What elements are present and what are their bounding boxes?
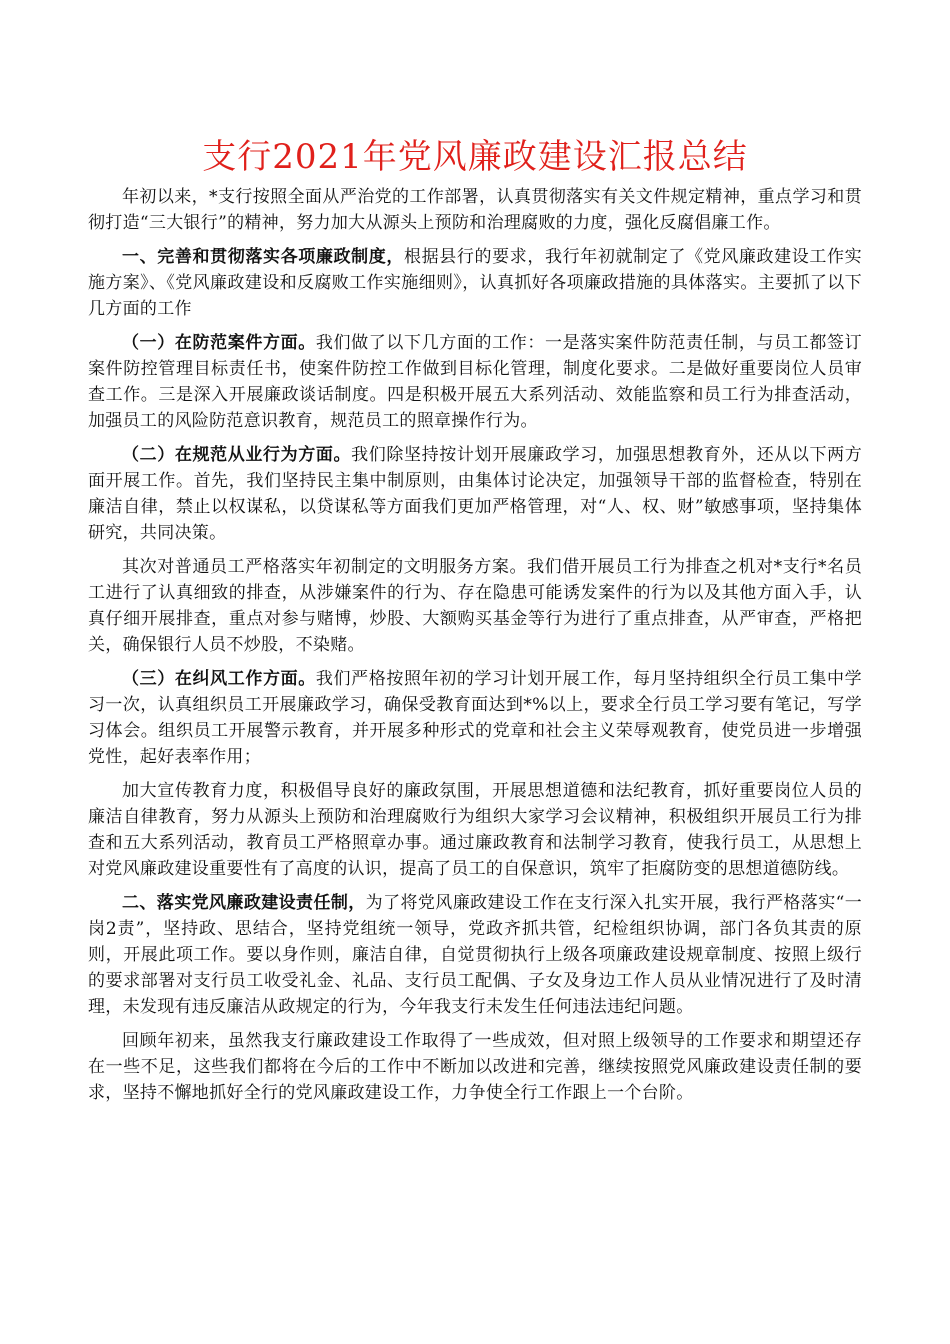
paragraph-text: 我们除坚持按计划开展廉政学习，加强思想教育外，还从以下两方面开展工作。首先，我们坚持民主集中制原则，由集体讨论决定，加强领导干部的监督检查，特别在廉洁自律，禁止以权谋私，以贷谋私等方面我们更加严格管理，对“人、权、财”敏感事项，坚持集体研究，共同决策。 — [88, 445, 862, 543]
paragraph-text: 其次对普通员工严格落实年初制定的文明服务方案。我们借开展员工行为排查之机对*支行*名员工进行了认真细致的排查，从涉嫌案件的行为、存在隐患可能诱发案件的行为以及其他方面入手，认真仔细开展排查，重点对参与赌博，炒股、大额购买基金等行为进行了重点排查，从严审查，严格把关，确保银行人员不炒股，不染赌。 — [88, 557, 862, 655]
paragraph-text: 回顾年初来，虽然我支行廉政建设工作取得了一些成效，但对照上级领导的工作要求和期望还存在一些不足，这些我们都将在今后的工作中不断加以改进和完善，继续按照党风廉政建设责任制的要求，坚持不懈地抓好全行的党风廉政建设工作，力争使全行工作跟上一个台阶。 — [88, 1031, 862, 1103]
paragraph-heading: （一）在防范案件方面。 — [122, 333, 316, 353]
paragraph-text: 我们做了以下几方面的工作：一是落实案件防范责任制，与员工都签订案件防控管理目标责任书，使案件防控工作做到目标化管理，制度化要求。二是做好重要岗位人员审查工作。三是深入开展廉政谈话制度。四是积极开展五大系列活动、效能监察和员工行为排查活动，加强员工的风险防范意识教育，规范员工的照章操作行为。 — [88, 333, 862, 431]
paragraph — [88, 666, 862, 770]
paragraph — [88, 184, 862, 236]
paragraph — [88, 330, 862, 434]
paragraph-text: 我们严格按照年初的学习计划开展工作，每月坚持组织全行员工集中学习一次，认真组织员工开展廉政学习，确保受教育面达到*%以上，要求全行员工学习要有笔记，写学习体会。组织员工开展警示教育，并开展多种形式的党章和社会主义荣辱观教育，使党员进一步增强党性，起好表率作用； — [88, 669, 862, 767]
document-body — [88, 184, 862, 1114]
paragraph-heading: 一、完善和贯彻落实各项廉政制度， — [122, 247, 405, 267]
paragraph — [88, 890, 862, 1020]
paragraph — [88, 442, 862, 546]
paragraph-text: 加大宣传教育力度，积极倡导良好的廉政氛围，开展思想道德和法纪教育，抓好重要岗位人员的廉洁自律教育，努力从源头上预防和治理腐败行为组织大家学习会议精神，积极组织开展员工行为排查和五大系列活动，教育员工严格照章办事。通过廉政教育和法制学习教育，使我行员工，从思想上对党风廉政建设重要性有了高度的认识，提高了员工的自保意识，筑牢了拒腐防变的思想道德防线。 — [88, 781, 862, 879]
paragraph-text: 根据县行的要求，我行年初就制定了《党风廉政建设工作实施方案》、《党风廉政建设和反腐败工作实施细则》，认真抓好各项廉政措施的具体落实。主要抓了以下几方面的工作 — [88, 247, 862, 319]
paragraph — [88, 1028, 862, 1106]
paragraph-heading: （二）在规范从业行为方面。 — [122, 445, 352, 465]
paragraph-text: 为了将党风廉政建设工作在支行深入扎实开展，我行严格落实“一岗2责”，坚持政、思结合，坚持党组统一领导，党政齐抓共管，纪检组织协调，部门各负其责的原则，开展此项工作。要以身作则，廉洁自律，自觉贯彻执行上级各项廉政建设规章制度、按照上级行的要求部署对支行员工收受礼金、礼品、支行员工配偶、子女及身边工作人员从业情况进行了及时清理，未发现有违反廉洁从政规定的行为，今年我支行未发生任何违法违纪问题。 — [88, 893, 862, 1017]
paragraph-heading: （三）在纠风工作方面。 — [122, 669, 316, 689]
paragraph — [88, 778, 862, 882]
paragraph-heading: 二、落实党风廉政建设责任制， — [122, 893, 366, 913]
document-title: 支行2021年党风廉政建设汇报总结 — [202, 137, 748, 177]
paragraph — [88, 244, 862, 322]
paragraph-text: 年初以来，*支行按照全面从严治党的工作部署，认真贯彻落实有关文件规定精神，重点学习和贯彻打造“三大银行”的精神，努力加大从源头上预防和治理腐败的力度，强化反腐倡廉工作。 — [88, 187, 862, 233]
paragraph — [88, 554, 862, 658]
